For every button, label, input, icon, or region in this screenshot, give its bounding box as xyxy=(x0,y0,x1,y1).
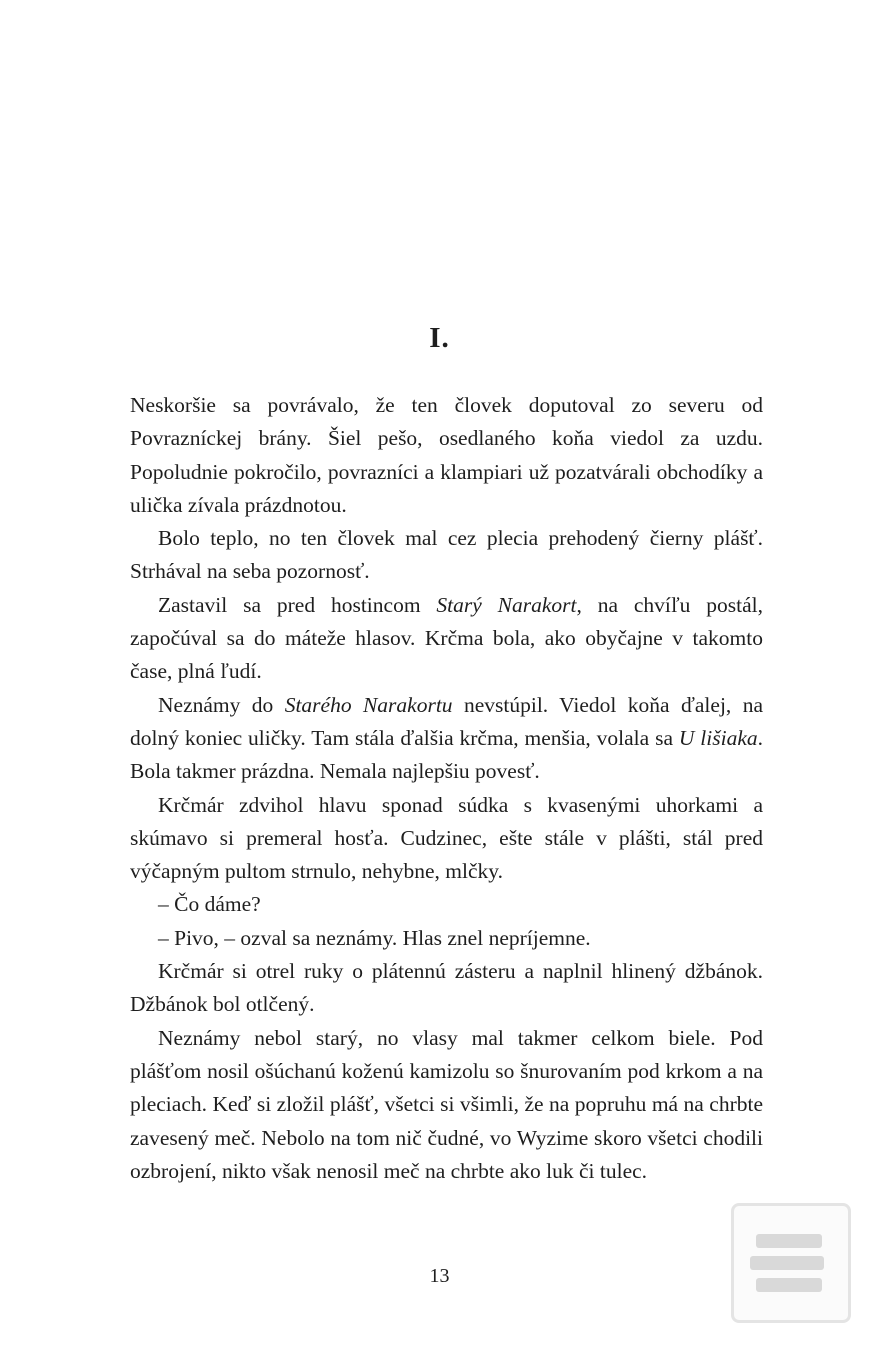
text-segment: Krčmár si otrel ruky o plátennú zásteru a naplnil hlinený džbánok. Džbánok bol otlčený. xyxy=(130,959,763,1017)
text-segment: Neznámy do xyxy=(158,692,285,717)
book-stack-icon xyxy=(731,1203,851,1323)
text-segment: Bolo teplo, no ten človek mal cez plecia prehodený čierny plášť. Strhával na seba pozornosť. xyxy=(130,526,763,584)
text-segment: Krčmár zdvihol hlavu sponad súdka s kvasenými uhorkami a skúmavo si premeral hosťa. Cudzinec, ešte stále v plášti, stál pred výčapným pultom strnulo, nehybne, mlčky. xyxy=(130,792,763,884)
paragraph xyxy=(130,522,763,589)
paragraph xyxy=(130,1022,763,1188)
paragraph xyxy=(130,955,763,1022)
book-stack-icon-bar xyxy=(756,1234,822,1248)
chapter-title: I. xyxy=(429,322,450,354)
paragraph xyxy=(130,922,763,955)
italic-text: Starého Narakortu xyxy=(284,692,453,717)
paragraph xyxy=(130,789,763,889)
text-segment: – Čo dáme? xyxy=(158,892,261,917)
text-segment: , na chvíľu postál, započúval sa do máteže hlasov. Krčma bola, ako obyčajne v takomto čase, plná ľudí. xyxy=(130,592,763,684)
text-segment: Zastavil sa pred hostincom xyxy=(158,592,437,617)
italic-text: Starý Narakort xyxy=(436,592,577,617)
text-segment: nevstúpil. Viedol koňa ďalej, na dolný koniec uličky. Tam stála ďalšia krčma, menšia, volala sa xyxy=(130,692,763,750)
paragraph xyxy=(130,589,763,689)
paragraph xyxy=(130,888,763,921)
page-number: 13 xyxy=(429,1265,450,1287)
text-segment: Neskoršie sa povrávalo, že ten človek doputoval zo severu od Povrazníckej brány. Šiel pešo, osedlaného koňa viedol za uzdu. Popoludnie pokročilo, povrazníci a klampiari už pozatvárali obchodíky a ulička zívala prázdnotou. xyxy=(130,393,763,517)
italic-text: U lišiaka xyxy=(678,725,758,750)
text-segment: – Pivo, – ozval sa neznámy. Hlas znel nepríjemne. xyxy=(158,925,591,950)
paragraph xyxy=(130,389,763,522)
paragraph xyxy=(130,689,763,789)
book-stack-icon-bar xyxy=(756,1278,822,1292)
book-stack-icon-bar xyxy=(750,1256,824,1270)
text-segment: Neznámy nebol starý, no vlasy mal takmer celkom biele. Pod plášťom nosil ošúchanú koženú kamizolu so šnurovaním pod krkom a na pleciach. Keď si zložil plášť, všetci si všimli, že na popruhu má na chrbte zavesený meč. Nebolo na tom nič čudné, vo Wyzime skoro všetci chodili ozbrojení, nikto však nenosil meč na chrbte ako luk či tulec. xyxy=(130,1025,763,1183)
text-segment: . Bola takmer prázdna. Nemala najlepšiu povesť. xyxy=(130,725,763,784)
text-body xyxy=(130,389,763,1188)
